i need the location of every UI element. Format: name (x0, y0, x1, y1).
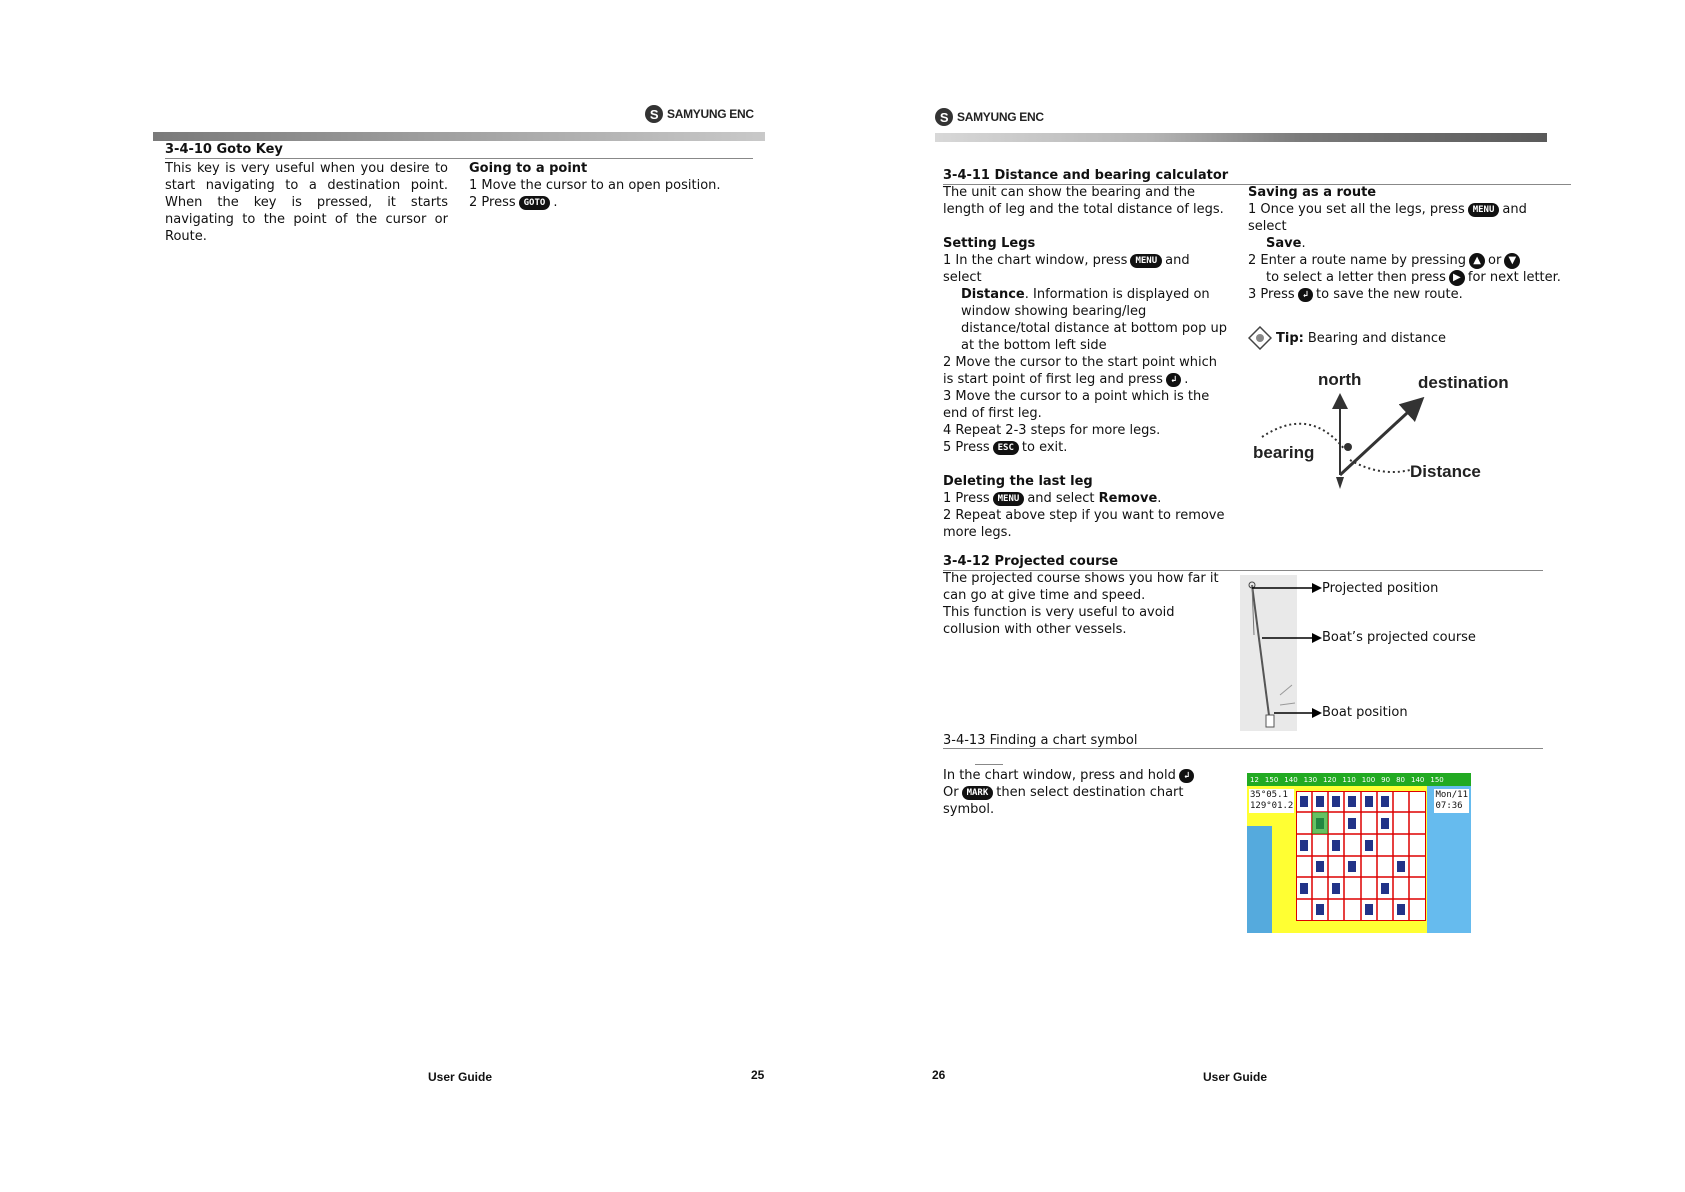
short-rule (975, 764, 1003, 765)
save-step-2: 2 Enter a route name by pressing ▲ or ▼ (1248, 252, 1568, 269)
diagram-bearing-label: bearing (1253, 443, 1315, 462)
logo-text: SAMYUNG ENC (957, 110, 1044, 124)
going-block (469, 160, 759, 211)
saving-column: Saving as a route 1 Once you set all the legs, press MENU and select Save. 2 Enter a route name by pressing ▲ or ▼ to select a letter then press ▶ for next letter. 3 Press ↲ to save the new route. (1248, 184, 1568, 303)
enter-key-icon: ↲ (1179, 769, 1194, 783)
set-step-4: 4 Repeat 2-3 steps for more legs. (943, 423, 1161, 438)
tip-line: Tip: Bearing and distance (1248, 326, 1446, 350)
logo-text: SAMYUNG ENC (667, 107, 754, 121)
del-step-1: 1 Press MENU and select Remove. (943, 491, 1162, 506)
position-readout: 35°05.1 129°01.2 (1250, 790, 1294, 811)
going-step-1: 1 Move the cursor to an open position. (469, 178, 721, 193)
setting-title: Setting Legs (943, 236, 1036, 251)
symbol-text: In the chart window, press and hold ↲ Or MARK then select destination chart symbol. (943, 767, 1233, 818)
section-title: 3-4-12 Projected course (943, 554, 1543, 571)
menu-key-icon: MENU (993, 492, 1025, 506)
enter-key-icon: ↲ (1298, 288, 1313, 302)
going-step-2: 2 Press GOTO . (469, 195, 558, 210)
logo-icon: S (645, 105, 663, 123)
set-step-5: 5 Press ESC to exit. (943, 440, 1068, 455)
chart-symbol-screen (1247, 773, 1471, 933)
enter-key-icon: ↲ (1166, 373, 1181, 387)
diagram-north-label: north (1318, 370, 1362, 389)
boat-position-label: Boat position (1322, 705, 1408, 720)
intro-text: This key is very useful when you desire to start navigating to a destination point. When the key is pressed, it starts navigating to the point of the cursor or Route. (165, 161, 448, 244)
symbol-grid (1296, 791, 1426, 921)
set-step-3: 3 Move the cursor to a point which is the end of first leg. (943, 389, 1210, 421)
set-step-2: 2 Move the cursor to the start point which is start point of first leg and press ↲ . (943, 355, 1218, 387)
del-step-2: 2 Repeat above step if you want to remove more legs. (943, 508, 1225, 540)
page-number: 25 (751, 1068, 765, 1082)
save-step-1: 1 Once you set all the legs, press MENU and select (1248, 202, 1527, 234)
header-bar (935, 133, 1547, 142)
projected-callout-arrows (1252, 580, 1322, 720)
time-readout: Mon/11 07:36 (1435, 790, 1468, 811)
logo-icon: S (935, 108, 953, 126)
down-arrow-key-icon: ▼ (1504, 253, 1520, 269)
going-title: Going to a point (469, 161, 588, 176)
diagram-distance-label: Distance (1410, 462, 1481, 481)
tip-icon (1248, 326, 1272, 350)
sea-area (1247, 826, 1272, 933)
s11-intro: The unit can show the bearing and the length of leg and the total distance of legs. (943, 185, 1224, 217)
footer-label: User Guide (428, 1070, 493, 1084)
header-bar (153, 132, 765, 141)
page-number: 26 (932, 1068, 946, 1082)
up-arrow-key-icon: ▲ (1469, 253, 1485, 269)
menu-key-icon: MENU (1468, 203, 1500, 217)
projected-text: The projected course shows you how far it can go at give time and speed. This function is very useful to avoid collusion with other vessels. (943, 571, 1219, 637)
esc-key-icon: ESC (993, 441, 1019, 455)
section-title: 3-4-13 Finding a chart symbol (943, 733, 1543, 749)
boat-course-label: Boat’s projected course (1322, 630, 1476, 645)
diagram-destination-label: destination (1418, 373, 1509, 392)
mark-key-icon: MARK (962, 786, 994, 800)
saving-title: Saving as a route (1248, 185, 1377, 200)
section-title: 3-4-10 Goto Key (165, 142, 753, 159)
save-step-3: 3 Press ↲ to save the new route. (1248, 287, 1463, 302)
right-arrow-key-icon: ▶ (1449, 270, 1465, 286)
screen-scale-bar: 12 150 140 130 120 110 100 90 80 140 150 (1247, 773, 1471, 786)
footer-label: User Guide (1203, 1070, 1268, 1084)
brand-logo (645, 105, 754, 123)
set-step-1: 1 In the chart window, press MENU and select (943, 253, 1190, 285)
goto-key-icon: GOTO (519, 196, 551, 210)
projected-position-label: Projected position (1322, 581, 1439, 596)
delete-title: Deleting the last leg (943, 474, 1093, 489)
menu-key-icon: MENU (1130, 254, 1162, 268)
distance-column: The unit can show the bearing and the length of leg and the total distance of legs. Setting Legs 1 In the chart window, press MENU and select Distance. Information is displayed on window showing bearing/leg distance/total distance at bottom pop up at the bottom left side 2 Move the cursor to the start point which is start point of first leg and press ↲ . 3 Move the cursor to a point which is the end of first leg. 4 Repeat 2-3 steps for more legs. 5 Press ESC to exit. Deleting the last leg 1 Press MENU and select Remove. 2 Repeat above step if you want to remove more legs. (943, 184, 1231, 541)
section-title: 3-4-11 Distance and bearing calculator (943, 168, 1571, 185)
brand-logo (935, 108, 1044, 126)
